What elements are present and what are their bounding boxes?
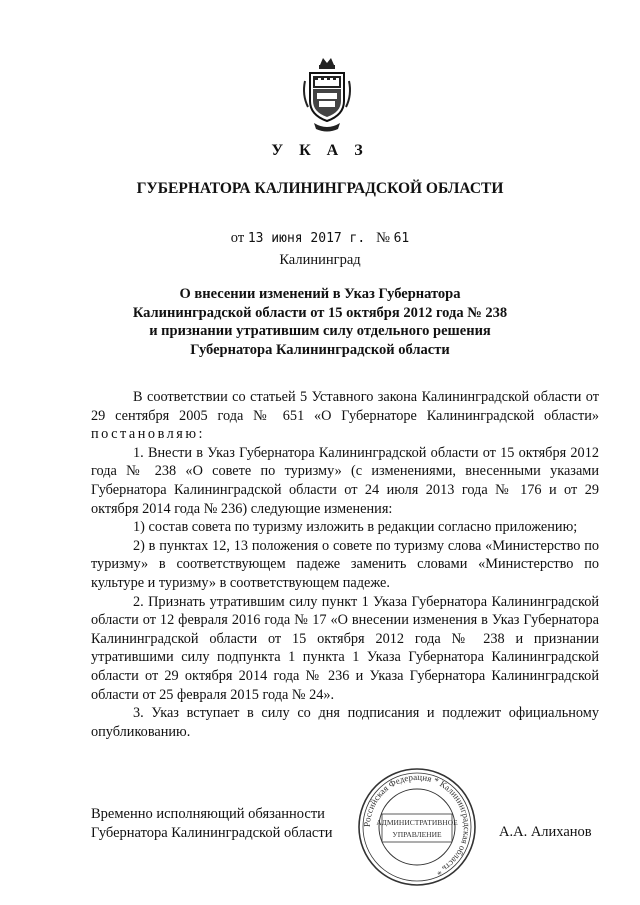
preamble-paragraph (91, 388, 599, 444)
stamp-center-line: АДМИНИСТРАТИВНОЕ (376, 818, 458, 827)
signatory-position (91, 805, 332, 843)
clause-paragraph: 1. Внести в Указ Губернатора Калининградской области от 15 октября 2012 года № 238 «О совете по туризму» (с изменениями, внесенными указами Губернатора Калининградской области от 24 июля 2013 года № 176 и от 29 октября 2014 года № 236) следующие изменения: (91, 444, 599, 517)
decree-body (91, 388, 599, 741)
position-line: Губернатора Калининградской области (91, 825, 333, 841)
decree-date: 13 июня 2017 г. (247, 231, 366, 246)
date-prefix: от (230, 230, 245, 246)
date-number-line (0, 230, 640, 247)
document-type-title: У К А З (271, 142, 369, 159)
heading-line: Калининградской области от 15 октября 2012 года № 238 (132, 304, 508, 321)
city: Калининград (279, 252, 361, 268)
issuer-title: ГУБЕРНАТОРА КАЛИНИНГРАДСКОЙ ОБЛАСТИ (136, 180, 504, 197)
decree-number: 61 (393, 231, 410, 246)
heading-line: Губернатора Калининградской области (190, 341, 450, 358)
stamp-center-line: УПРАВЛЕНИЕ (392, 830, 442, 839)
preamble-text: В соответствии со статьей 5 Уставного закона Калининградской области от 29 сентября 2005 года № 651 «О Губернаторе Калининградской области» (91, 389, 599, 424)
number-prefix: № (376, 230, 390, 246)
coat-of-arms-icon (300, 55, 354, 135)
clause-paragraph: 2. Признать утратившим силу пункт 1 Указа Губернатора Калининградской области от 12 февраля 2016 года № 17 «О внесении изменения в Указ Губернатора Калининградской области от 15 октября 2012 года № 238 и признании утратившими силу подпункта 1 пункта 1 Указа Губернатора Калининградской области от 29 октября 2014 года № 236 и Указа Губернатора Калининградской области от 25 февраля 2015 года № 24». (91, 593, 599, 703)
clause-paragraph: 2) в пунктах 12, 13 положения о совете по туризму слова «Министерство по туризму» в соответствующем падеже заменить словами «Министерство по культуре и туризму» в соответствующем падеже. (91, 537, 599, 591)
decree-heading (0, 285, 640, 359)
heading-line: и признании утратившим силу отдельного решения (149, 323, 491, 339)
heading-line: О внесении изменений в Указ Губернатора (179, 286, 461, 302)
position-line: Временно исполняющий обязанности (91, 806, 325, 822)
official-stamp (356, 766, 478, 888)
signatory-name: А.А. Алиханов (499, 824, 592, 840)
stamp-ring-text-path: Российская Федерация * Калининградская область * (361, 771, 473, 878)
clause-paragraph: 3. Указ вступает в силу со дня подписания и подлежит официальному опубликованию. (91, 705, 599, 740)
resolves-word: постановляю: (91, 426, 205, 443)
clause-paragraph: 1) состав совета по туризму изложить в редакции согласно приложению; (133, 519, 578, 536)
